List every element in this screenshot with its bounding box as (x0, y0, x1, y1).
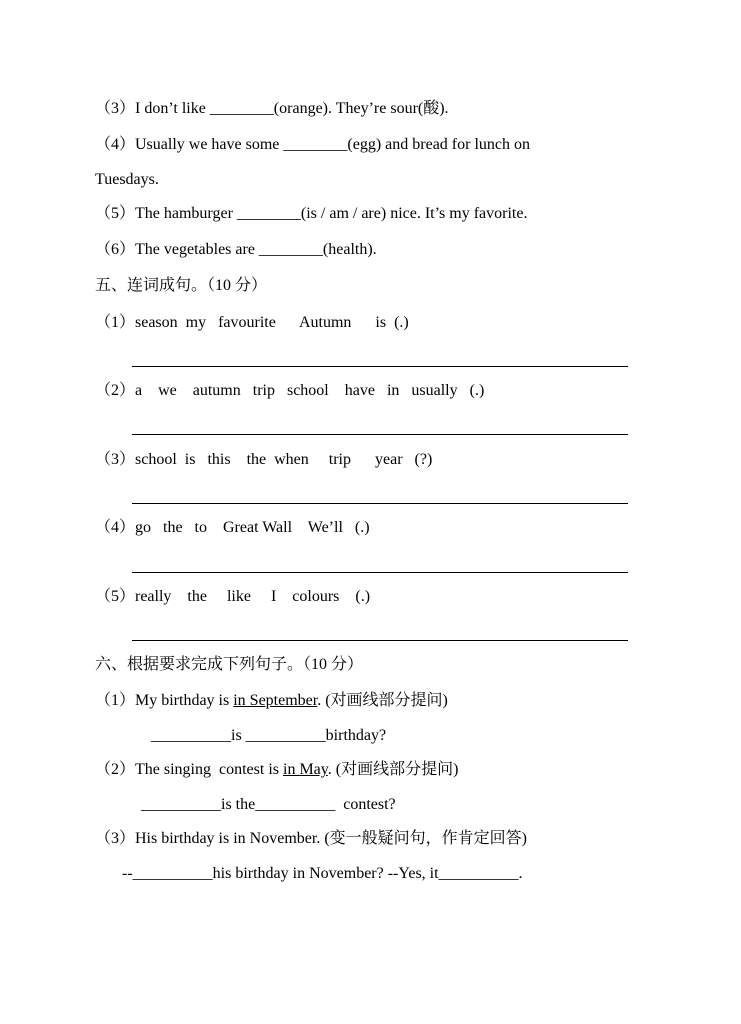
q2-prefix: （2）The singing contest is (95, 761, 283, 778)
q2-underlined-phrase: in May (283, 761, 328, 778)
part5-item-1: （1）season my favourite Autumn is (.) (95, 314, 409, 331)
part5-heading: 五、连词成句。（10 分） (95, 277, 268, 294)
q1-suffix: . (对画线部分提问) (317, 692, 448, 709)
part5-item-2: （2）a we autumn trip school have in usually (.) (95, 382, 485, 399)
part4-question-4-line1: （4）Usually we have some ________(egg) and bread for lunch on (95, 136, 531, 153)
part5-item-3: （3）school is this the when trip year (?) (95, 451, 433, 468)
part4-question-4-line2: Tuesdays. (95, 171, 159, 188)
answer-line-2[interactable] (132, 434, 628, 435)
part6-heading: 六、根据要求完成下列句子。（10 分） (95, 656, 364, 673)
part4-question-3: （3）I don’t like ________(orange). They’re sour(酸). (95, 100, 449, 117)
answer-line-1[interactable] (132, 366, 628, 367)
answer-line-5[interactable] (132, 640, 628, 641)
q1-underlined-phrase: in September (233, 692, 318, 709)
part6-question-3: （3）His birthday is in November. (变一般疑问句，作肯定回答) (95, 830, 527, 847)
part6-answer-1: __________is __________birthday? (151, 727, 387, 744)
answer-line-4[interactable] (132, 572, 628, 573)
part6-answer-3: --__________his birthday in November? --Yes, it__________. (122, 865, 523, 882)
answer-line-3[interactable] (132, 503, 628, 504)
q1-prefix: （1）My birthday is (95, 692, 234, 709)
part6-question-1 (95, 691, 448, 711)
part4-question-6: （6）The vegetables are ________(health). (95, 241, 377, 258)
part6-answer-2: __________is the__________ contest? (141, 796, 396, 813)
q2-suffix: . (对画线部分提问) (327, 761, 459, 778)
part5-item-5: （5）really the like I colours (.) (95, 588, 371, 605)
part5-item-4: （4）go the to Great Wall We’ll (.) (95, 519, 370, 536)
part4-question-5: （5）The hamburger ________(is / am / are) nice. It’s my favorite. (95, 205, 528, 222)
part6-question-2 (95, 760, 458, 780)
